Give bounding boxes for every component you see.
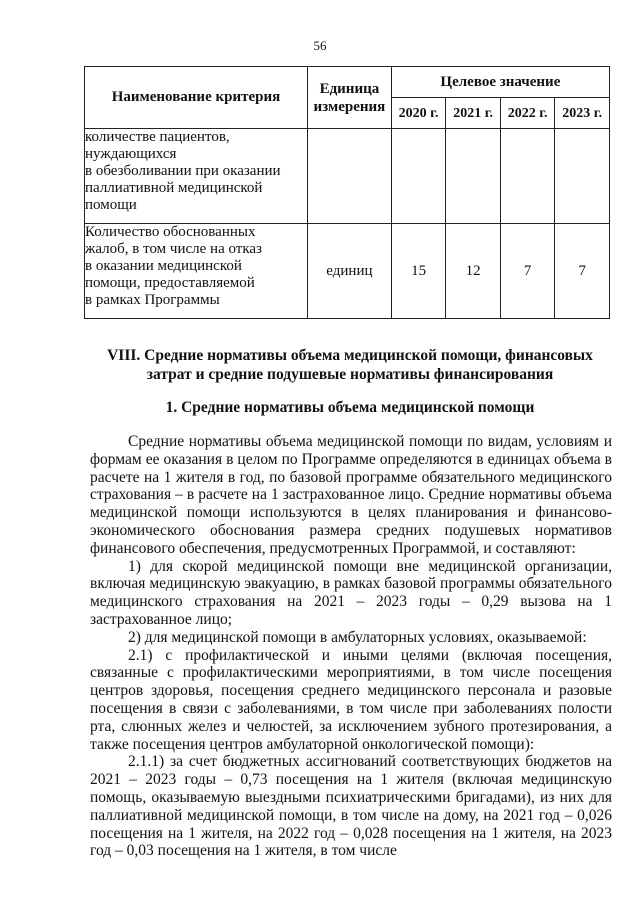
value-cell-2023 [555,129,610,224]
criteria-table [84,66,610,319]
table-row [85,224,610,319]
subsection-heading: 1. Средние нормативы объема медицинской помощи [165,399,535,416]
section-heading-line2: затрат и средние подушевые нормативы финансирования [146,366,554,383]
paragraph: Средние нормативы объема медицинской помощи по видам, условиям и формам ее оказания в целом по Программе определяются в единицах объема в расчете на 1 жителя в год, по базовой программе обязательного медицинского страхования – в расчете на 1 застрахованное лицо. Средние нормативы объема медицинской помощи используются в целях планирования и финансово-экономического обоснования размера средних подушевых нормативов финансового обеспечения, предусмотренных Программой, и составляют: [90,433,612,557]
criterion-line: в обезболивании при оказании [85,163,281,179]
paragraph: 2) для медицинской помощи в амбулаторных условиях, оказываемой: [128,628,587,646]
paragraph: 2.1) с профилактической и иными целями (включая посещения, связанные с профилактическими мероприятиями, в том числе посещения центров здоровья, посещения среднего медицинского персонала и разовые посещения в связи с заболеваниями, в том числе при заболеваниях полости рта, слюнных желез и челюстей, за исключением зубного протезирования, а также посещения центров амбулаторной онкологической помощи): [90,646,612,753]
value-cell-2020 [391,129,446,224]
section-heading [90,346,610,384]
value-cell-2021: 12 [446,224,501,319]
header-unit-line1: Единица [319,80,380,97]
criterion-cell [85,129,308,224]
value-cell-2023: 7 [555,224,610,319]
body-text [90,433,612,860]
unit-cell [308,129,392,224]
value-cell-2022 [500,129,555,224]
paragraph: 2.1.1) за счет бюджетных ассигнований соответствующих бюджетов на 2021 – 2023 годы – 0,73 посещения на 1 жителя (включая медицинскую помощь, оказываемую выездными психиатрическими бригадами), из них для паллиативной медицинской помощи, в том числе на дому, на 2021 год – 0,026 посещения на 1 жителя, на 2022 год – 0,028 посещения на 1 жителя, на 2023 год – 0,03 посещения на 1 жителя, в том числе [90,753,612,860]
value-cell-2021 [446,129,501,224]
criterion-line: Количество обоснованных [85,224,256,240]
criterion-line: помощи [85,197,137,213]
header-target-value: Целевое значение [391,67,609,98]
page-number: 56 [313,38,327,53]
unit-cell: единиц [308,224,392,319]
criterion-line: количестве пациентов, [85,129,230,145]
criterion-line: в оказании медицинской [85,258,242,274]
criterion-line: помощи, предоставляемой [85,275,255,291]
paragraph: 1) для скорой медицинской помощи вне медицинской организации, включая медицинскую эвакуацию, в рамках базовой программы обязательного медицинского страхования на 2021 – 2023 годы – 0,29 вызова на 1 застрахованное лицо; [90,557,612,628]
criterion-line: жалоб, в том числе на отказ [85,241,262,257]
header-year-2021: 2021 г. [446,98,501,129]
header-unit-line2: измерения [313,98,386,115]
header-year-2022: 2022 г. [500,98,555,129]
value-cell-2020: 15 [391,224,446,319]
header-criterion: Наименование критерия [85,67,308,129]
table-header-row [85,67,610,98]
value-cell-2022: 7 [500,224,555,319]
header-year-2020: 2020 г. [391,98,446,129]
criterion-cell [85,224,308,319]
criterion-line: паллиативной медицинской [85,180,263,196]
criterion-line: нуждающихся [85,146,177,162]
header-year-2023: 2023 г. [555,98,610,129]
section-heading-line1: VIII. Средние нормативы объема медицинской помощи, финансовых [107,347,593,364]
table-row [85,129,610,224]
header-unit [308,67,392,129]
criterion-line: в рамках Программы [85,292,220,308]
